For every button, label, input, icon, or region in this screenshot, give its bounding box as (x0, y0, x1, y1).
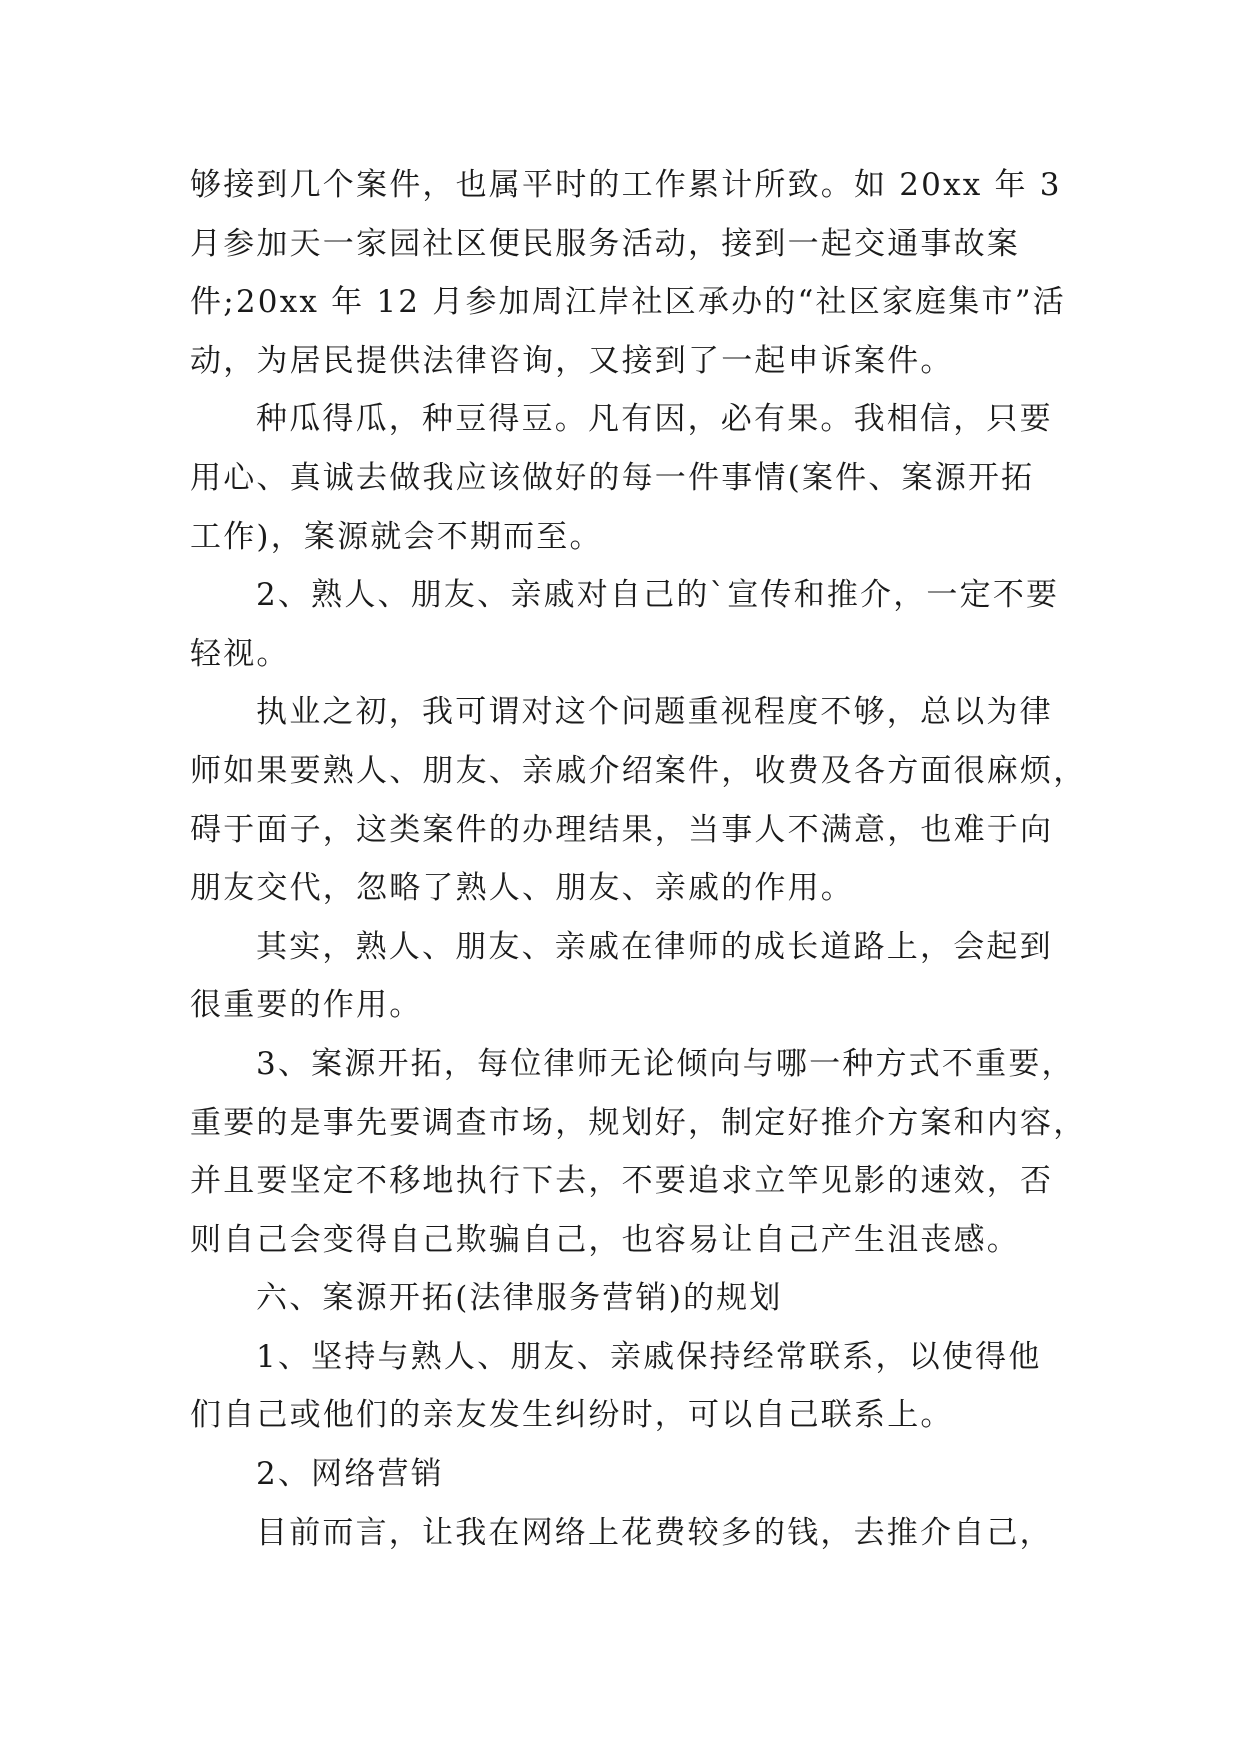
paragraph-first-line: 执业之初，我可谓对这个问题重视程度不够，总以为律 (256, 694, 1053, 731)
text-line: 并且要坚定不移地执行下去，不要追求立竿见影的速效，否 (190, 1163, 1054, 1200)
text-line: 很重要的作用。 (190, 987, 423, 1024)
text-line: 们自己或他们的亲友发生纠纷时，可以自己联系上。 (190, 1397, 954, 1434)
paragraph-first-line: 种瓜得瓜，种豆得豆。凡有因，必有果。我相信，只要 (256, 401, 1053, 438)
text-line: 件;20xx 年 12 月参加周江岸社区承办的“社区家庭集市”活 (190, 284, 1066, 321)
text-line: 轻视。 (190, 635, 290, 672)
paragraph-first-line: 2、熟人、朋友、亲戚对自己的`宣传和推介，一定不要 (256, 577, 1060, 614)
document-body (190, 156, 1087, 1562)
paragraph-first-line: 其实，熟人、朋友、亲戚在律师的成长道路上，会起到 (256, 928, 1053, 965)
text-line: 重要的是事先要调查市场，规划好，制定好推介方案和内容， (190, 1104, 1087, 1141)
text-line: 朋友交代，忽略了熟人、朋友、亲戚的作用。 (190, 870, 854, 907)
text-line: 工作)，案源就会不期而至。 (190, 518, 603, 555)
text-line: 够接到几个案件，也属平时的工作累计所致。如 20xx 年 3 (190, 167, 1062, 203)
text-line: 动，为居民提供法律咨询，又接到了一起申诉案件。 (190, 342, 954, 379)
text-line: 月参加天一家园社区便民服务活动，接到一起交通事故案 (190, 225, 1020, 262)
paragraph-first-line: 目前而言，让我在网络上花费较多的钱，去推介自己， (256, 1514, 1053, 1551)
text-line: 则自己会变得自己欺骗自己，也容易让自己产生沮丧感。 (190, 1221, 1020, 1258)
paragraph-first-line: 3、案源开拓，每位律师无论倾向与哪一种方式不重要， (256, 1045, 1075, 1082)
section-heading: 六、案源开拓(法律服务营销)的规划 (256, 1280, 783, 1317)
text-line: 师如果要熟人、朋友、亲戚介绍案件，收费及各方面很麻烦， (190, 752, 1087, 789)
paragraph-first-line: 1、坚持与熟人、朋友、亲戚保持经常联系，以使得他 (256, 1338, 1042, 1375)
subsection-heading: 2、网络营销 (256, 1456, 444, 1493)
text-line: 碍于面子，这类案件的办理结果，当事人不满意，也难于向 (190, 811, 1054, 848)
text-line: 用心、真诚去做我应该做好的每一件事情(案件、案源开拓 (190, 459, 1035, 496)
